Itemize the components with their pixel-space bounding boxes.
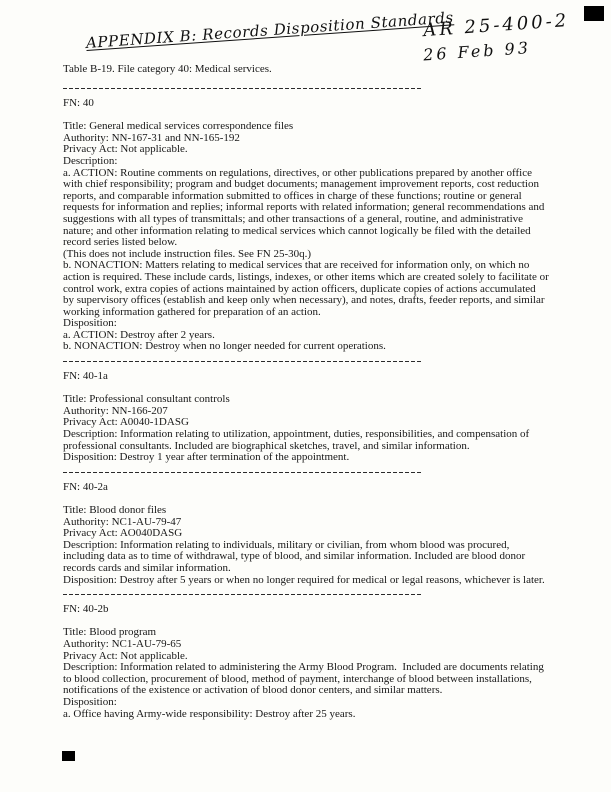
entry-line: a. Office having Army-wide responsibility: Destroy after 25 years.	[63, 707, 356, 720]
entry-line: FN: 40-2a	[63, 480, 108, 493]
entry-line: FN: 40-1a	[63, 370, 108, 383]
scan-artifact-top-right	[584, 6, 604, 21]
entry-line: Disposition:	[63, 317, 117, 330]
entry-line: (This does not include instruction files. See FN 25-30q.)	[63, 247, 312, 260]
handwritten-date: 26 Feb 93	[422, 38, 532, 65]
entry-separator	[63, 361, 421, 362]
entry-separator	[63, 88, 421, 89]
entry-line: Title: Professional consultant controls	[63, 393, 230, 406]
table-caption: Table B-19. File category 40: Medical services.	[63, 63, 272, 75]
entry-line: FN: 40	[63, 97, 94, 109]
entry-line: Authority: NN-166-207	[63, 404, 168, 417]
entry-separator	[63, 594, 421, 595]
entry-line: Privacy Act: AO040DASG	[63, 527, 183, 540]
entry-line: a. ACTION: Destroy after 2 years.	[63, 328, 215, 341]
entry-line: b. NONACTION: Destroy when no longer needed for current operations.	[63, 340, 386, 353]
entry-line: Description: Information relating to utilization, appointment, duties, responsibilities, and compensation of professional consultants. Included are biographical sketches, travel, and similar information.	[63, 428, 532, 452]
handwritten-regulation-number: AR 25-400-2	[422, 10, 570, 42]
entry-line: Authority: NN-167-31 and NN-165-192	[63, 131, 240, 144]
entry-line: Disposition: Destroy after 5 years or when no longer required for medical or legal reasons, whichever is later.	[63, 573, 545, 586]
entry-line: Privacy Act: Not applicable.	[63, 649, 188, 662]
entry-line: Description:	[63, 154, 118, 167]
entry-line: Privacy Act: A0040-1DASG	[63, 416, 189, 429]
entry-line: Authority: NC1-AU-79-65	[63, 637, 182, 650]
entry-line: Description: Information relating to individuals, military or civilian, from whom blood was procured, including data as to time of withdrawal, type of blood, and similar information. Included are blood donor records cards and similar information.	[63, 538, 528, 574]
entry-line: Description: Information related to administering the Army Blood Program. Included are documents relating to blood collection, procurement of blood, method of payment, interchange of blood between installations, notifications of the existence or activation of blood donor centers, and similar matters.	[63, 661, 547, 697]
handwritten-appendix-title: APPENDIX B: Records Disposition Standards	[85, 8, 455, 52]
entry-line: Title: Blood program	[63, 626, 157, 639]
entry-line: FN: 40-2b	[63, 603, 109, 616]
entry-line: Disposition:	[63, 695, 117, 708]
scan-artifact-bottom-left	[62, 751, 75, 761]
entry-line: Authority: NC1-AU-79-47	[63, 515, 182, 528]
entry-line: Disposition: Destroy 1 year after termination of the appointment.	[63, 451, 350, 464]
entry-line: Title: Blood donor files	[63, 504, 167, 516]
entry-line: Privacy Act: Not applicable.	[63, 143, 188, 156]
file-entries-container	[63, 80, 552, 720]
entry-line: Title: General medical services correspondence files	[63, 120, 294, 133]
entry-separator	[63, 472, 421, 473]
entry-line: a. ACTION: Routine comments on regulations, directives, or other publications prepared by another office with chief responsibility; program and budget documents; management improvement reports, cost reduction reports, and comparable information submitted to offices in charge of these functions; routine or general requests for information and replies; informal reports with related information; general recommendations and suggestions with all types of transmittals; and other transactions of a general, routine, and administrative nature; and other information relating to medical services which cannot logically be filed with the detailed record series listed below.	[63, 166, 548, 249]
entry-line: b. NONACTION: Matters relating to medical services that are received for information only, on which no action is required. These include cards, listings, indexes, or other items which are created solely to facilitate or control work, extra copies of actions maintained by action officers, duplicate copies of actions accumulated by supervisory offices (establish and keep only when necessary), and notes, drafts, feeder reports, and similar working information gathered for preparation of an action.	[63, 259, 552, 318]
